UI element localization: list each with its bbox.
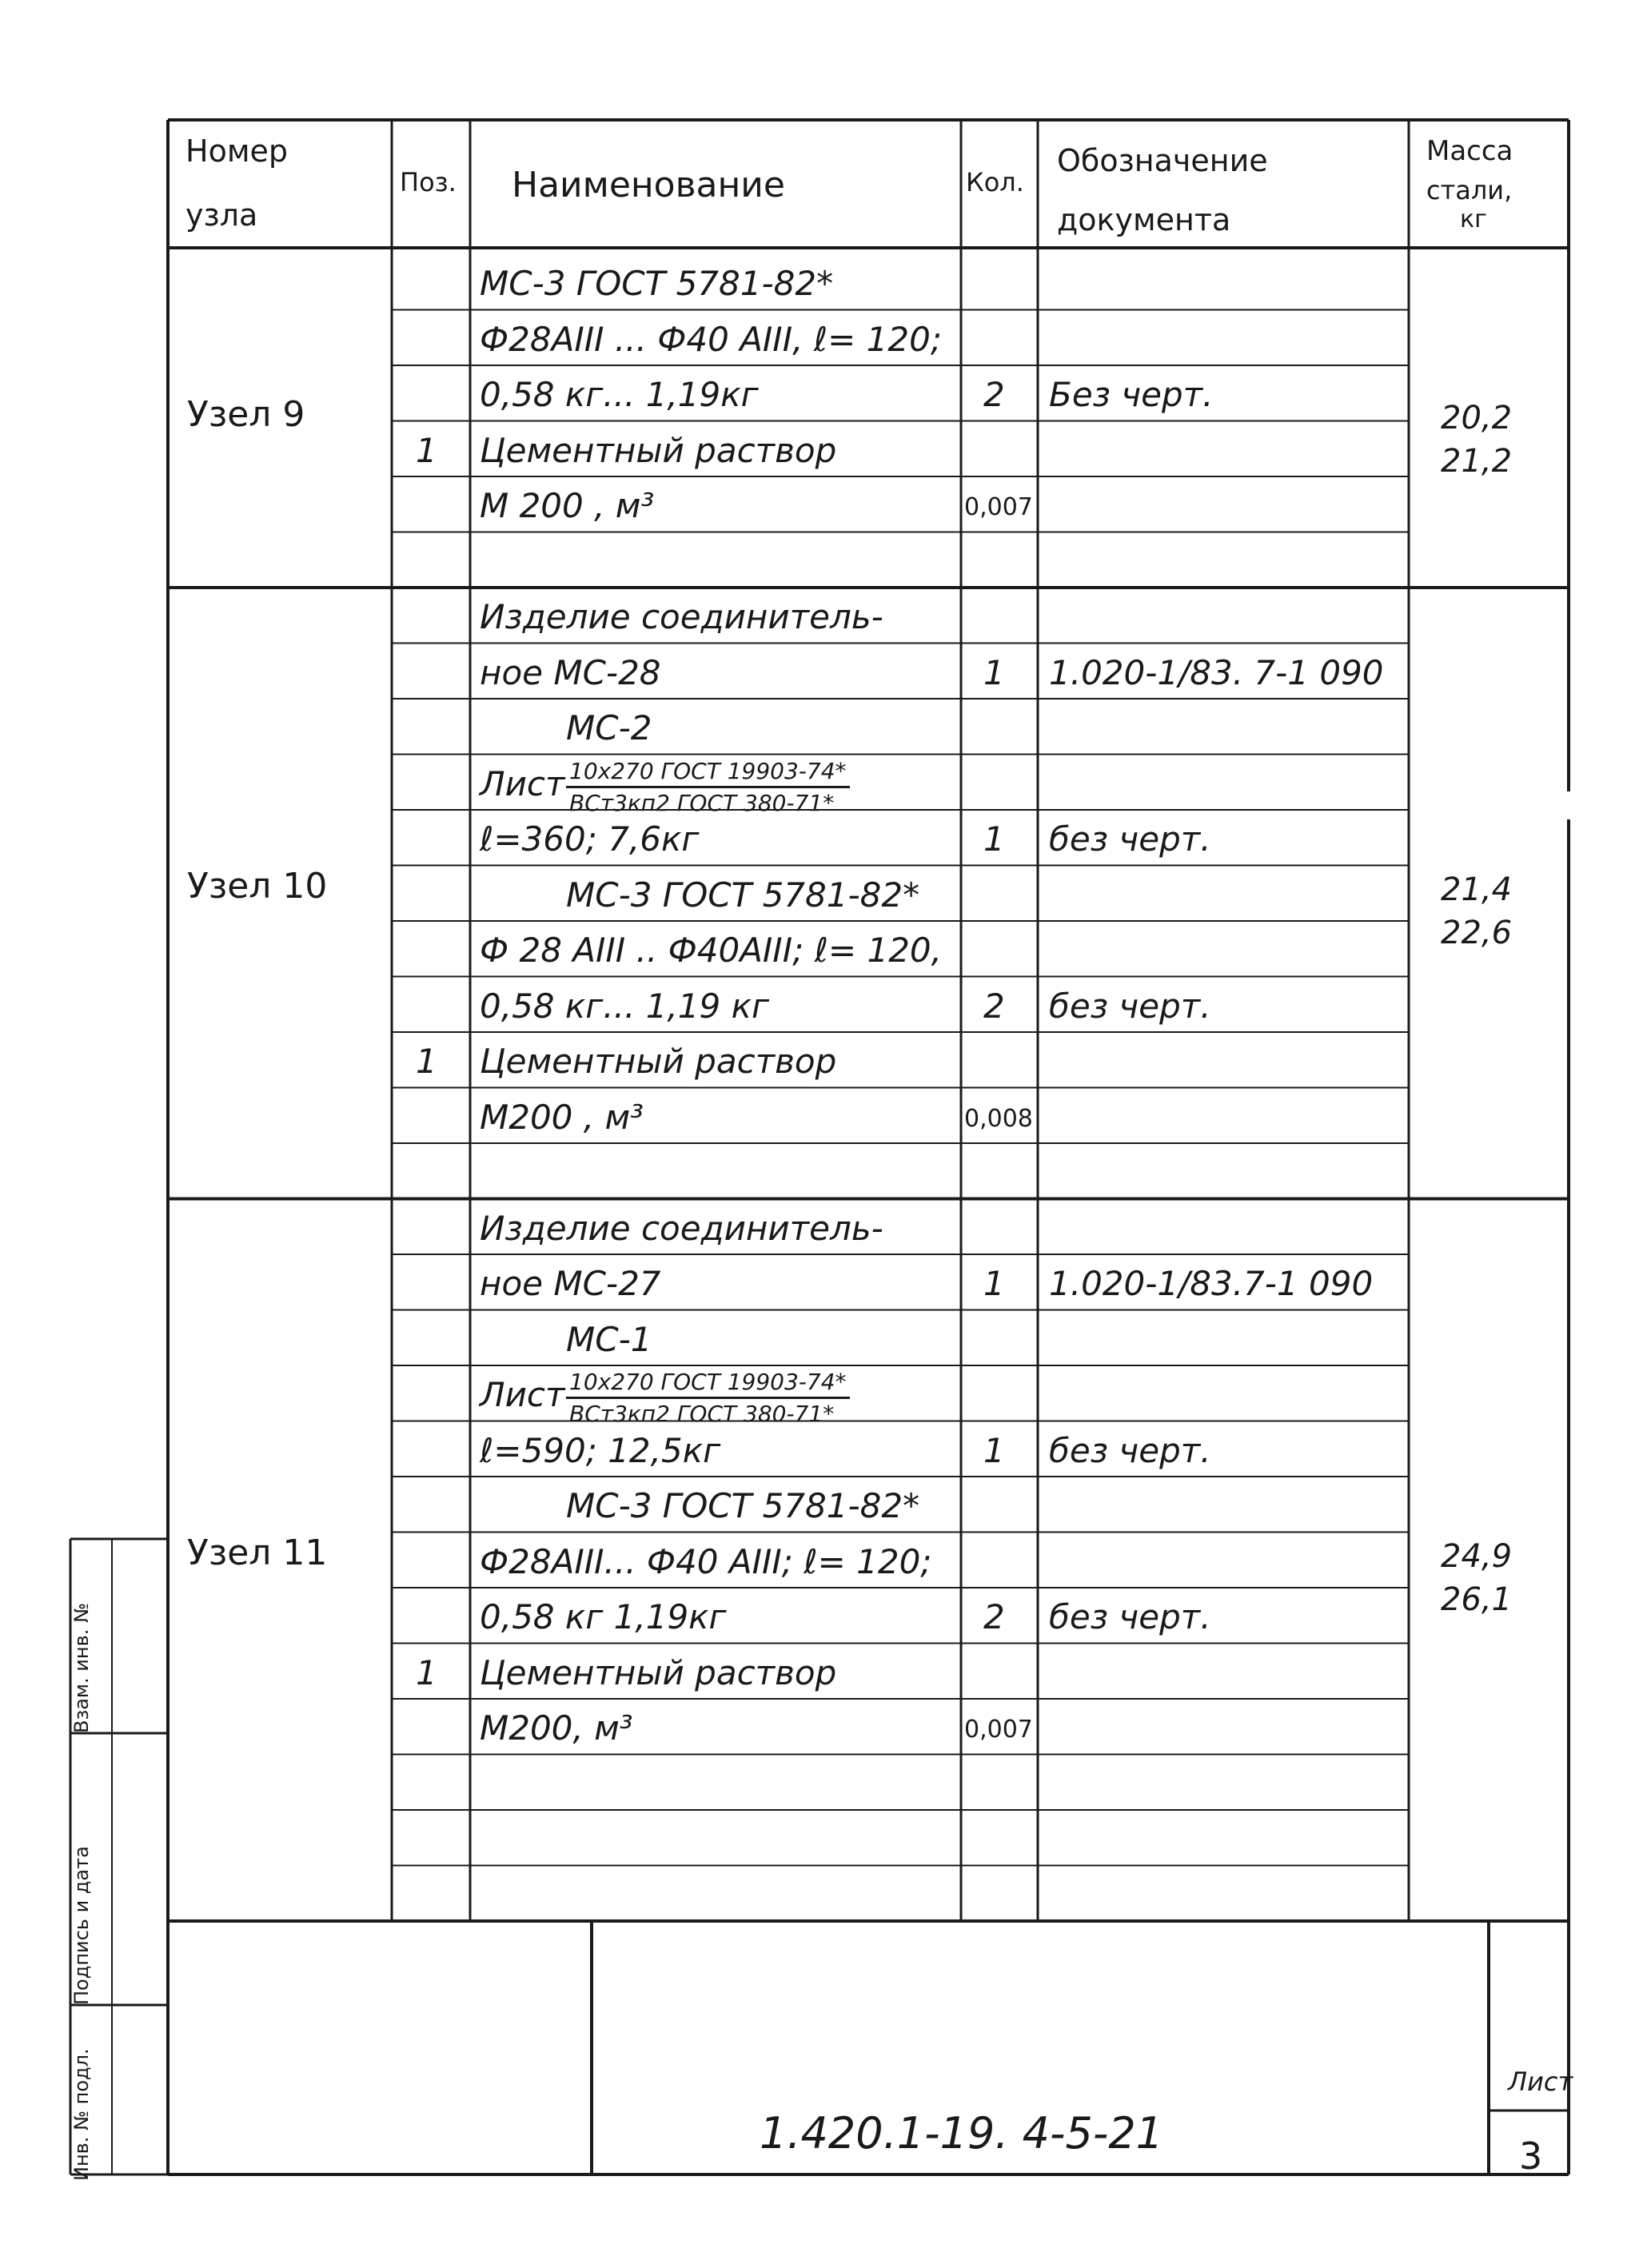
side-label-sign: Подпись и дата [70, 1846, 93, 2005]
node-mass-min: 21,4 [1441, 871, 1513, 909]
node-mass-max: 26,1 [1441, 1581, 1513, 1619]
row-name: 0,58 кг... 1,19кг [480, 375, 759, 414]
row-name: ℓ=590; 12,5кг [480, 1430, 721, 1470]
row-name: 0,58 кг... 1,19 кг [480, 986, 770, 1026]
document-designation: 1.420.1-19. 4-5-21 [760, 2108, 1164, 2158]
header-qty: Кол. [966, 167, 1024, 197]
row-document: 1.020-1/83. 7-1 090 [1049, 652, 1384, 692]
fraction-denominator: ВСт3кп2 ГОСТ 380-71* [569, 789, 835, 816]
row-document: без черт. [1049, 1597, 1211, 1636]
row-name: МС-3 ГОСТ 5781-82* [566, 1486, 920, 1525]
row-quantity: 1 [983, 819, 1005, 859]
fraction-denominator: ВСт3кп2 ГОСТ 380-71* [569, 1401, 835, 1427]
row-name: М200 , м³ [480, 1097, 644, 1137]
row-name: М 200 , м³ [480, 486, 655, 525]
row-name: Изделие соединитель- [480, 1208, 883, 1248]
row-name: ℓ=360; 7,6кг [480, 819, 700, 859]
row-name: МС-1 [566, 1319, 652, 1359]
row-quantity: 1 [983, 1264, 1005, 1303]
row-position: 1 [416, 430, 437, 470]
row-name: 0,58 кг 1,19кг [480, 1597, 727, 1636]
row-name: Ф28АIII ... Ф40 АIII, ℓ= 120; [480, 319, 942, 359]
row-quantity: 2 [983, 375, 1005, 414]
row-quantity: 2 [983, 1597, 1005, 1636]
row-fraction [566, 758, 850, 816]
row-name: Цементный раствор [480, 430, 837, 470]
row-document: Без черт. [1049, 375, 1214, 414]
row-name: М200, м³ [480, 1708, 633, 1748]
row-name: МС-2 [566, 708, 652, 747]
side-label-inv: Инв. № подл. [70, 2048, 93, 2181]
row-name: Лист [480, 763, 565, 803]
header-doc-2: документа [1057, 202, 1231, 237]
node-mass-min: 20,2 [1441, 399, 1513, 436]
row-name: МС-3 ГОСТ 5781-82* [480, 264, 834, 303]
side-label-replace: Взам. инв. № [70, 1603, 93, 1733]
row-quantity: 0,007 [964, 1716, 1033, 1744]
fraction-numerator: 10х270 ГОСТ 19903-74* [566, 1369, 850, 1399]
row-document: 1.020-1/83.7-1 090 [1049, 1264, 1374, 1303]
header-node-no-1: Номер [185, 134, 288, 169]
row-quantity: 0,007 [964, 493, 1033, 521]
row-document: без черт. [1049, 819, 1211, 859]
header-mass-3: кг [1460, 205, 1487, 233]
row-name: МС-3 ГОСТ 5781-82* [566, 875, 920, 915]
header-name: Наименование [512, 165, 785, 205]
row-name: ное МС-27 [480, 1264, 661, 1303]
fraction-numerator: 10х270 ГОСТ 19903-74* [566, 758, 850, 788]
header-mass-1: Масса [1426, 135, 1513, 167]
node-mass-max: 22,6 [1441, 915, 1513, 952]
row-name: ное МС-28 [480, 652, 661, 692]
sheet-number: 3 [1519, 2134, 1543, 2178]
row-name: Цементный раствор [480, 1042, 837, 1081]
header-pos: Поз. [400, 167, 457, 197]
row-name: Лист [480, 1375, 565, 1414]
row-quantity: 1 [983, 652, 1005, 692]
node-mass-min: 24,9 [1441, 1538, 1513, 1576]
header-doc-1: Обозначение [1057, 143, 1268, 178]
row-name: Ф 28 АIII .. Ф40АIII; ℓ= 120, [480, 931, 942, 970]
node-label: Узел 11 [187, 1533, 328, 1574]
row-document: без черт. [1049, 986, 1211, 1026]
node-mass-max: 21,2 [1441, 442, 1513, 480]
row-quantity: 1 [983, 1430, 1005, 1470]
row-name: Цементный раствор [480, 1652, 837, 1692]
row-fraction [566, 1369, 850, 1427]
node-label: Узел 10 [187, 866, 328, 907]
header-node-no-2: узла [185, 197, 258, 233]
sheet-label: Лист [1508, 2067, 1573, 2097]
row-name: Ф28АIII... Ф40 АIII; ℓ= 120; [480, 1541, 932, 1581]
row-quantity: 0,008 [964, 1104, 1033, 1133]
row-document: без черт. [1049, 1430, 1211, 1470]
node-label: Узел 9 [187, 393, 305, 435]
row-position: 1 [416, 1652, 437, 1692]
header-mass-2: стали, [1426, 175, 1513, 205]
row-position: 1 [416, 1042, 437, 1081]
row-name: Изделие соединитель- [480, 597, 883, 636]
row-quantity: 2 [983, 986, 1005, 1026]
